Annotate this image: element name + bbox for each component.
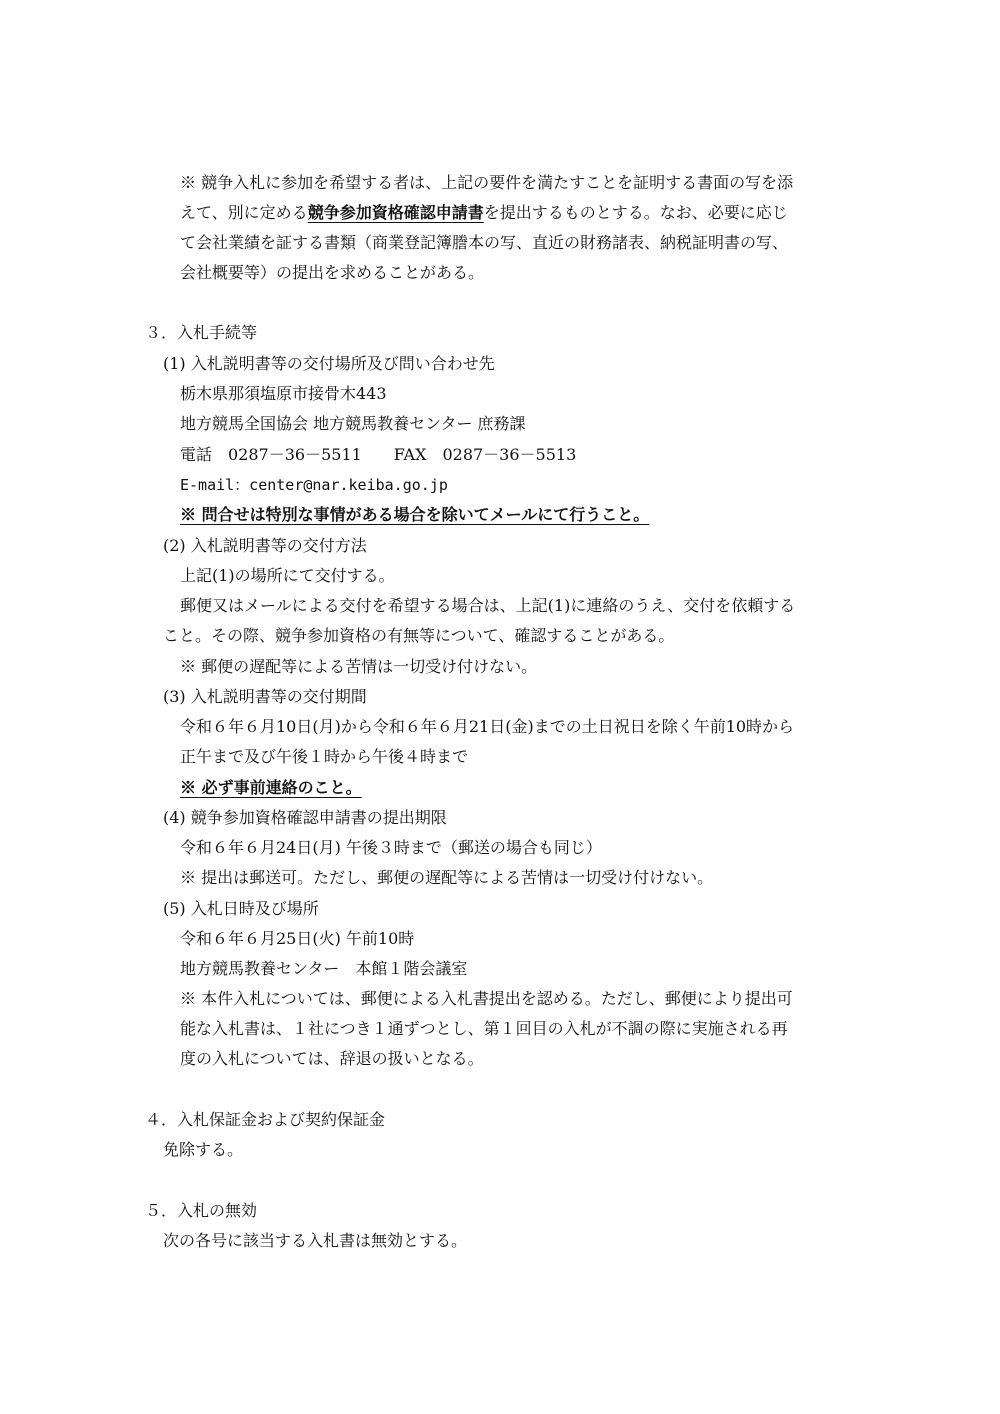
section-heading: ３．入札手続等 bbox=[145, 323, 258, 342]
note-line: ※ 競争入札に参加を希望する者は、上記の要件を満たすことを証明する書面の写を添 bbox=[180, 173, 794, 192]
body-line: 地方競馬教養センター 本館１階会議室 bbox=[180, 959, 468, 978]
note-line: ※ 本件入札については、郵便による入札書提出を認める。ただし、郵便により提出可 bbox=[180, 989, 793, 1008]
body-line: 次の各号に該当する入札書は無効とする。 bbox=[163, 1231, 468, 1250]
section-heading: ５．入札の無効 bbox=[145, 1201, 258, 1220]
note-line: て会社業績を証する書類（商業登記簿謄本の写、直近の財務諸表、納税証明書の写、 bbox=[180, 233, 789, 252]
application-form-name: 競争参加資格確認申請書 bbox=[307, 203, 484, 222]
email-line: E-mail：center@nar.keiba.go.jp bbox=[180, 476, 448, 494]
body-line: こと。その際、競争参加資格の有無等について、確認することがある。 bbox=[163, 626, 675, 645]
item-heading: (3) 入札説明書等の交付期間 bbox=[163, 687, 367, 706]
note-line: 能な入札書は、１社につき１通ずつとし、第１回目の入札が不調の際に実施される再 bbox=[180, 1019, 788, 1038]
organization-line: 地方競馬全国協会 地方競馬教養センター 庶務課 bbox=[180, 414, 526, 433]
emphasis-note: ※ 問合せは特別な事情がある場合を除いてメールにて行うこと。 bbox=[180, 505, 650, 524]
section-heading: ４．入札保証金および契約保証金 bbox=[145, 1110, 386, 1129]
item-heading: (1) 入札説明書等の交付場所及び問い合わせ先 bbox=[163, 354, 495, 373]
note-line: ※ 提出は郵送可。ただし、郵便の遅配等による苦情は一切受け付けない。 bbox=[180, 868, 714, 887]
address-line: 栃木県那須塩原市接骨木443 bbox=[180, 384, 387, 403]
body-line: 郵便又はメールによる交付を希望する場合は、上記(1)に連絡のうえ、交付を依頼する bbox=[180, 596, 796, 615]
note-line bbox=[180, 203, 788, 223]
note-text: えて、別に定める bbox=[180, 203, 308, 222]
item-heading: (5) 入札日時及び場所 bbox=[163, 899, 319, 918]
phone-fax-line: 電話 0287－36－5511 FAX 0287－36－5513 bbox=[180, 445, 577, 464]
body-line: 令和６年６月10日(月)から令和６年６月21日(金)までの土日祝日を除く午前10時から bbox=[180, 717, 795, 736]
item-heading: (4) 競争参加資格確認申請書の提出期限 bbox=[163, 808, 447, 827]
note-line: 度の入札については、辞退の扱いとなる。 bbox=[180, 1049, 484, 1068]
note-line: 会社概要等）の提出を求めることがある。 bbox=[180, 263, 485, 282]
body-line: 免除する。 bbox=[163, 1140, 244, 1159]
note-line: ※ 郵便の遅配等による苦情は一切受け付けない。 bbox=[180, 657, 538, 676]
body-line: 令和６年６月24日(月) 午後３時まで（郵送の場合も同じ） bbox=[180, 838, 602, 857]
note-text: を提出するものとする。なお、必要に応じ bbox=[483, 203, 788, 222]
emphasis-note: ※ 必ず事前連絡のこと。 bbox=[180, 778, 362, 797]
body-line: 正午まで及び午後１時から午後４時まで bbox=[180, 747, 469, 766]
body-line: 令和６年６月25日(火) 午前10時 bbox=[180, 929, 415, 948]
item-heading: (2) 入札説明書等の交付方法 bbox=[163, 536, 367, 555]
body-line: 上記(1)の場所にて交付する。 bbox=[180, 566, 395, 585]
